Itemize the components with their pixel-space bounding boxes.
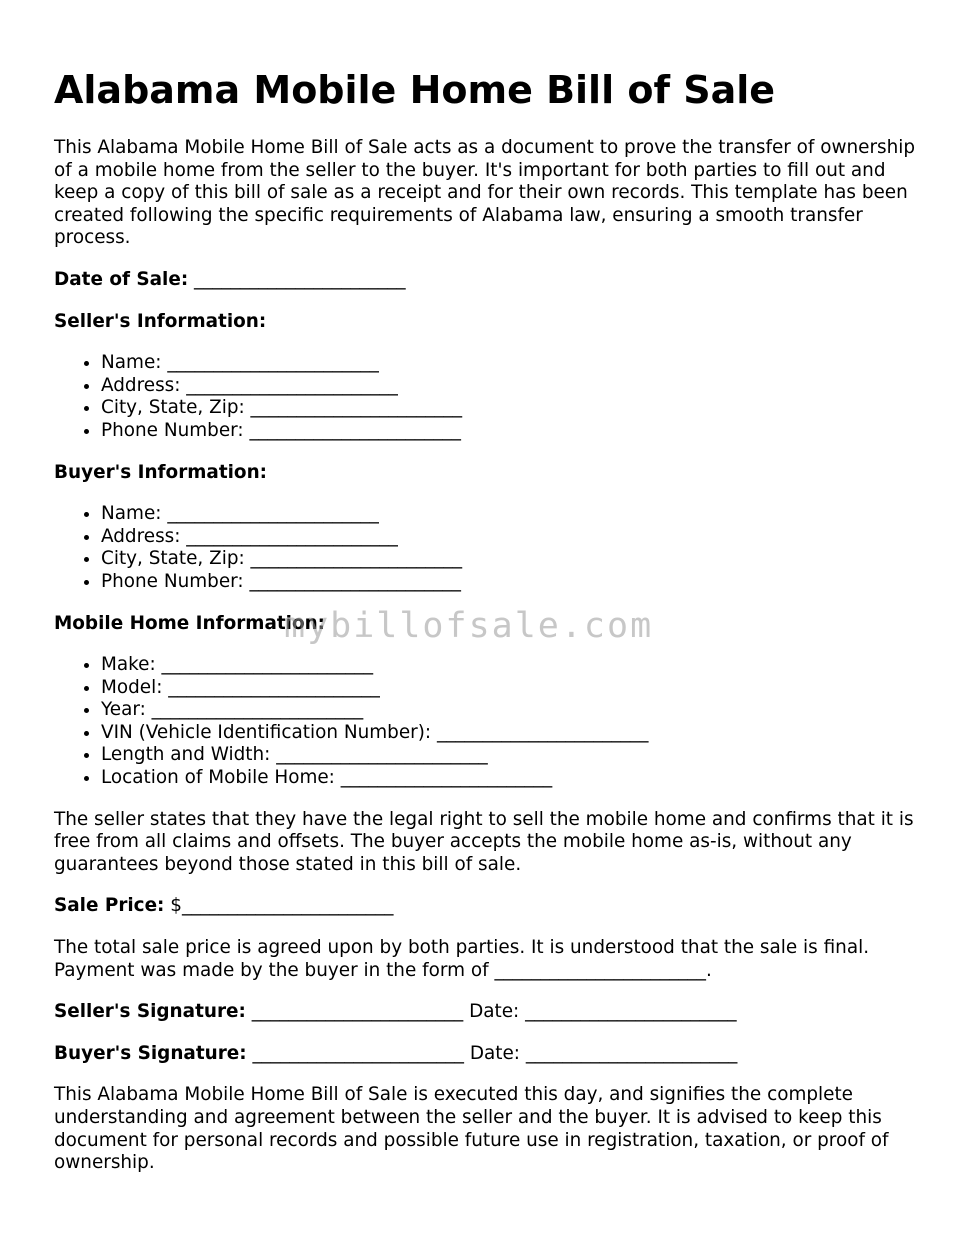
home-vin-label: VIN (Vehicle Identification Number): (101, 721, 432, 743)
date-of-sale-line (54, 269, 924, 292)
buyer-address-item (101, 526, 924, 549)
seller-phone-label: Phone Number: (101, 419, 244, 441)
home-model-label: Model: (101, 676, 163, 698)
buyer-phone-item (101, 571, 924, 594)
home-year-blank: _______________________ (151, 699, 364, 721)
date-of-sale-blank: _______________________ (194, 268, 406, 290)
buyer-address-label: Address: (101, 525, 181, 547)
watermark: mybillofsale.com (284, 606, 654, 646)
intro-paragraph: This Alabama Mobile Home Bill of Sale acts as a document to prove the transfer of ownership of a mobile home from the seller to the buyer. It's important for both parties to fill out and keep a copy of this bill of sale as a receipt and for their own records. This template has been created following the specific requirements of Alabama law, ensuring a smooth transfer process. (54, 137, 916, 249)
seller-info-list (54, 352, 924, 442)
home-year-label: Year: (101, 699, 146, 721)
sale-price-line (54, 895, 924, 918)
seller-address-label: Address: (101, 374, 181, 396)
sale-price-blank: _______________________ (181, 895, 394, 917)
home-size-item (101, 744, 924, 767)
seller-phone-blank: _______________________ (249, 419, 461, 441)
buyer-city-label: City, State, Zip: (101, 548, 245, 570)
buyer-info-heading: Buyer's Information: (54, 461, 268, 483)
seller-date-blank: _______________________ (525, 1001, 737, 1023)
date-of-sale-label: Date of Sale: (54, 268, 189, 290)
home-make-blank: _______________________ (161, 654, 374, 676)
home-location-label: Location of Mobile Home: (101, 767, 335, 789)
seller-name-label: Name: (101, 352, 162, 374)
seller-signature-blank: _______________________ (251, 1001, 464, 1023)
sale-price-currency: $ (170, 895, 182, 917)
home-location-item (101, 767, 924, 790)
home-year-item (101, 699, 924, 722)
buyer-info-list (54, 503, 924, 593)
buyer-name-blank: _______________________ (167, 503, 379, 525)
home-size-label: Length and Width: (101, 744, 271, 766)
document-title: Alabama Mobile Home Bill of Sale (54, 68, 776, 112)
home-vin-item (101, 722, 924, 745)
seller-signature-label: Seller's Signature: (54, 1001, 246, 1023)
home-vin-blank: _______________________ (436, 721, 649, 743)
home-model-item (101, 677, 924, 700)
buyer-date-blank: _______________________ (525, 1042, 738, 1064)
buyer-signature-blank: _______________________ (252, 1042, 464, 1064)
buyer-phone-label: Phone Number: (101, 570, 244, 592)
seller-address-blank: _______________________ (186, 374, 398, 396)
home-info-list (54, 654, 924, 790)
buyer-city-blank: _______________________ (250, 548, 463, 570)
closing-paragraph: This Alabama Mobile Home Bill of Sale is executed this day, and signifies the complete understanding and agreement between the seller and the buyer. It is advised to keep this document for personal records and possible future use in registration, taxation, or proof of ownership. (54, 1084, 889, 1174)
seller-city-label: City, State, Zip: (101, 397, 245, 419)
sale-price-label: Sale Price: (54, 895, 165, 917)
payment-paragraph (54, 937, 924, 982)
seller-name-item (101, 352, 924, 375)
home-model-blank: _______________________ (168, 676, 380, 698)
seller-phone-item (101, 420, 924, 443)
buyer-signature-line (54, 1043, 924, 1066)
buyer-name-label: Name: (101, 503, 162, 525)
buyer-city-item (101, 548, 924, 571)
seller-signature-line (54, 1001, 924, 1024)
home-size-blank: _______________________ (276, 744, 488, 766)
payment-blank: _______________________ (494, 959, 706, 981)
home-location-blank: _______________________ (340, 767, 553, 789)
seller-name-blank: _______________________ (167, 352, 379, 374)
seller-city-blank: _______________________ (250, 397, 463, 419)
payment-text: The total sale price is agreed upon by both parties. It is understood that the sale is final. Payment was made by the buyer in the form of (54, 937, 870, 981)
seller-statement-paragraph: The seller states that they have the legal right to sell the mobile home and confirms that it is free from all claims and offsets. The buyer accepts the mobile home as-is, without any guarantees beyond those stated in this bill of sale. (54, 808, 914, 875)
seller-info-heading: Seller's Information: (54, 310, 267, 332)
document (54, 62, 924, 1194)
buyer-signature-label: Buyer's Signature: (54, 1042, 247, 1064)
buyer-name-item (101, 503, 924, 526)
seller-address-item (101, 375, 924, 398)
buyer-date-label: Date: (469, 1042, 520, 1064)
home-make-label: Make: (101, 654, 156, 676)
home-make-item (101, 654, 924, 677)
buyer-phone-blank: _______________________ (249, 570, 461, 592)
buyer-address-blank: _______________________ (186, 525, 398, 547)
home-info-heading: Mobile Home Information: (54, 612, 326, 634)
payment-end: . (705, 959, 712, 981)
seller-date-label: Date: (469, 1001, 520, 1023)
seller-city-item (101, 397, 924, 420)
